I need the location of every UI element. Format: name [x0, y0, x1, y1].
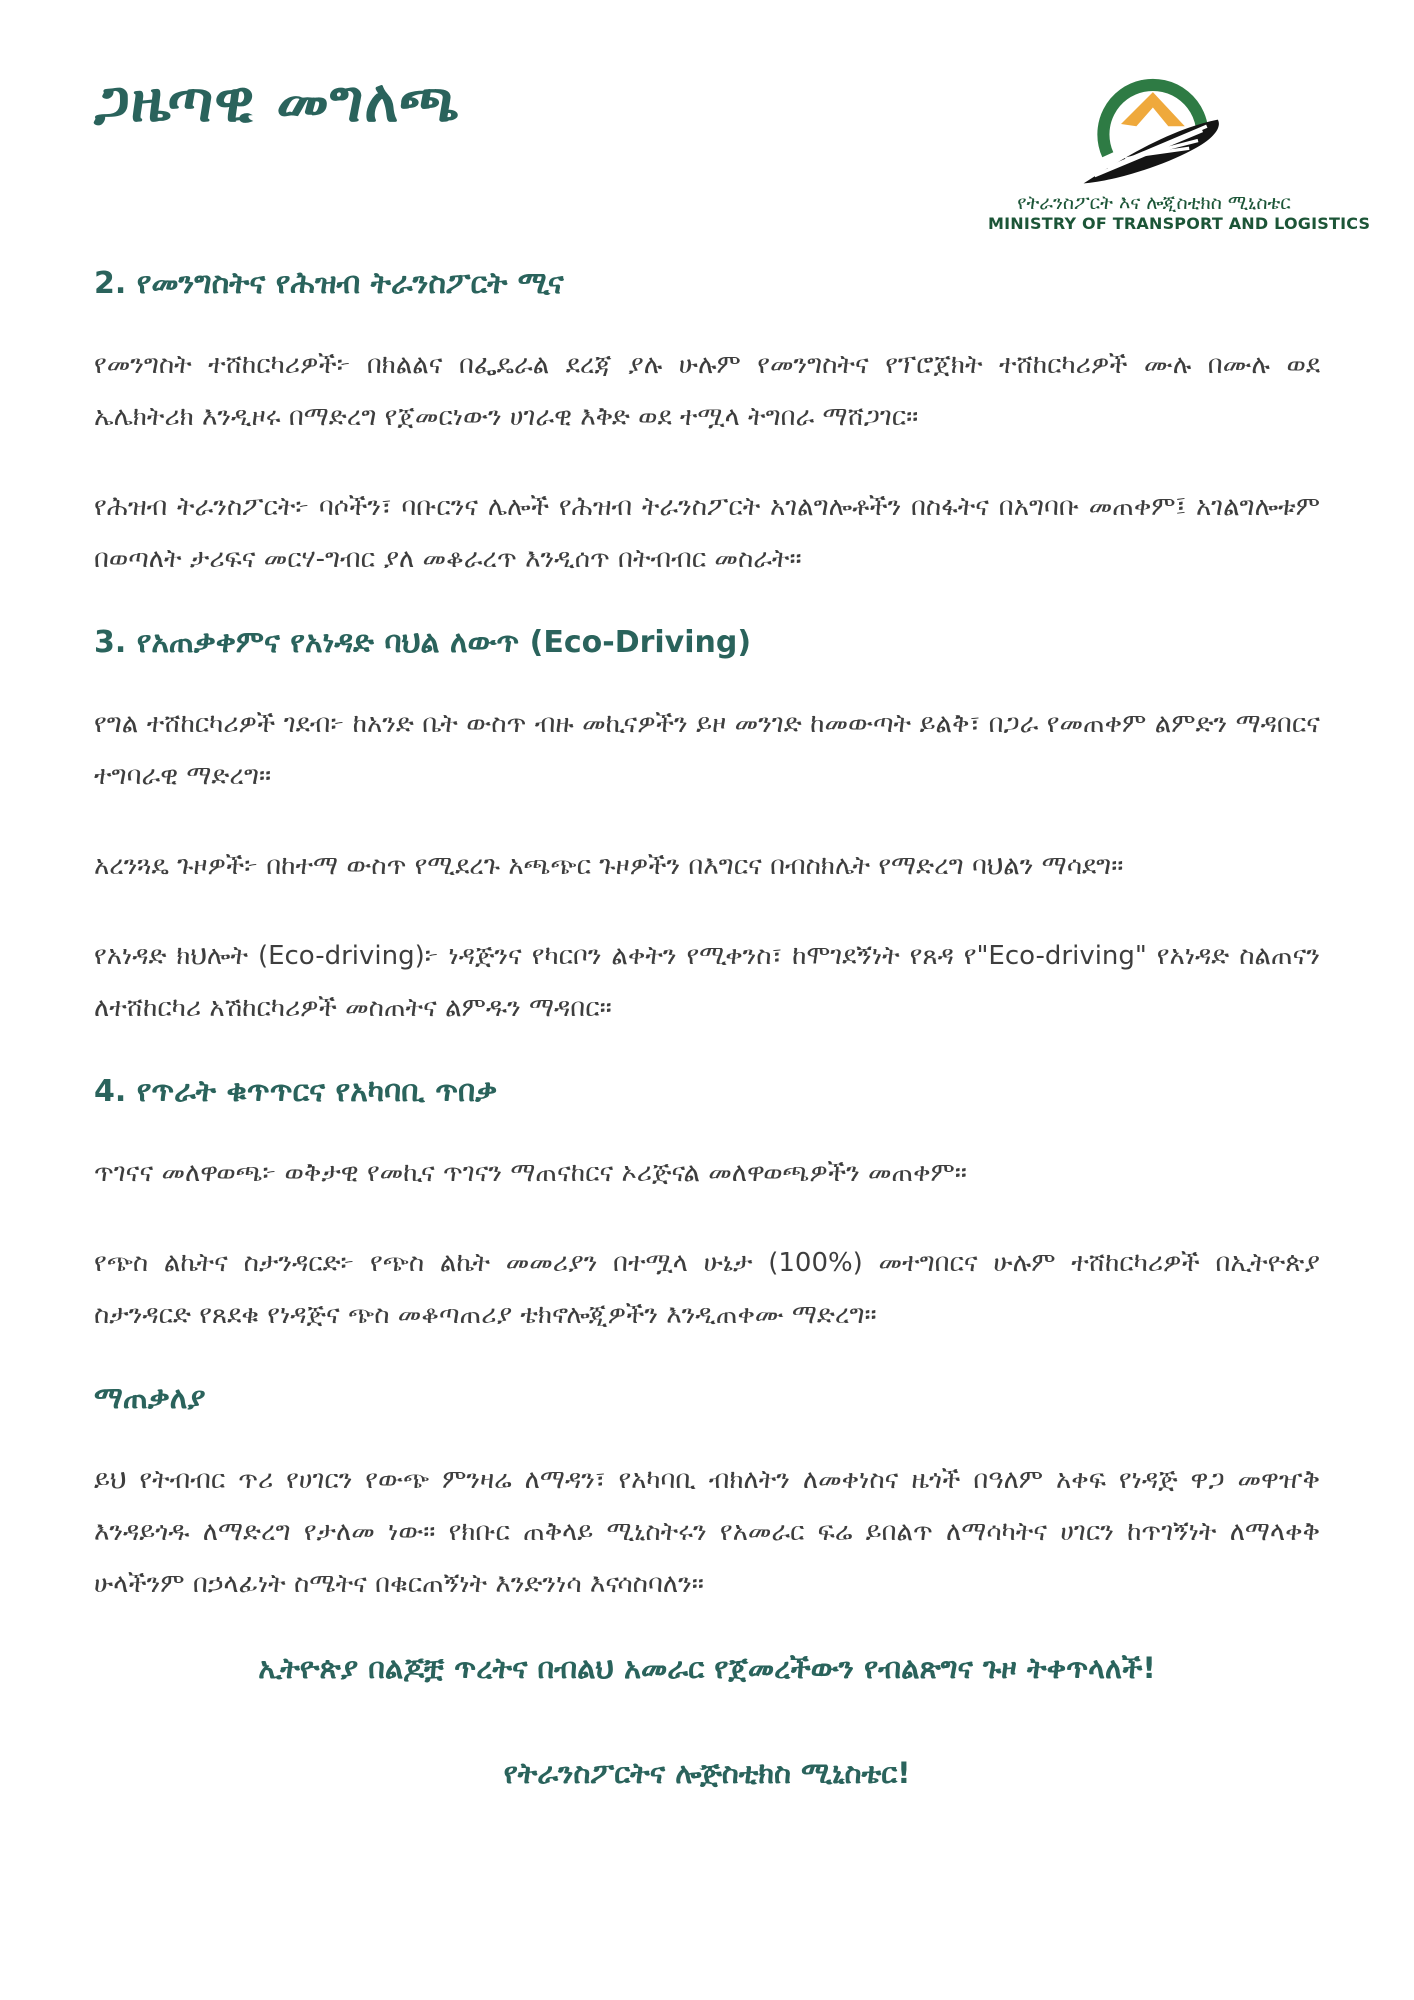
- document-header: [94, 56, 1371, 234]
- paragraph-green-trips: አረንጓዴ ጉዞዎች፦ በከተማ ውስጥ የሚደረጉ አጫጭር ጉዞዎችን በእግርና በብስክሌት የማድረግ ባህልን ማሳደግ።: [94, 851, 1124, 881]
- section-heading: 2. የመንግስትና የሕዝብ ትራንስፖርት ሚና: [94, 266, 564, 301]
- paragraph-public-transport: የሕዝብ ትራንስፖርት፦ ባሶችን፣ ባቡርንና ሌሎች የሕዝብ ትራንስፖርት አገልግሎቶችን በስፋትና በአግባቡ መጠቀም፤ አገልግሎቱም በወጣለት ታሪፍና መርሃ-ግብር ያለ መቆራረጥ እንዲሰጥ በትብብር መስራት።: [94, 492, 1320, 574]
- ministry-logo: [988, 58, 1371, 233]
- document-footer: [94, 1648, 1320, 1793]
- logo-org-name-english: MINISTRY OF TRANSPORT AND LOGISTICS: [988, 214, 1371, 233]
- page-title: ጋዜጣዊ መግለጫ: [94, 67, 461, 135]
- closing-signature: የትራንስፖርትና ሎጅስቲክስ ሚኒስቴር!: [503, 1755, 911, 1790]
- document-body: [94, 264, 1320, 1610]
- section-heading: ማጠቃለያ: [94, 1381, 206, 1416]
- section-heading: 3. የአጠቃቀምና የአነዳድ ባህል ለውጥ (Eco-Driving): [94, 625, 752, 660]
- paragraph-driving-skills: የአነዳድ ክህሎት (Eco-driving)፦ ነዳጅንና የካርቦን ልቀትን የሚቀንስ፣ ከሞገደኝነት የጸዳ የ"Eco-driving" የአነዳድ ስልጠናን ለተሸከርካሪ አሽከርካሪዎች መስጠትና ልምዱን ማዳበር።: [94, 941, 1320, 1023]
- paragraph-conclusion: ይህ የትብብር ጥሪ የሀገርን የውጭ ምንዛሬ ለማዳን፣ የአካባቢ ብክለትን ለመቀነስና ዜጎች በዓለም አቀፍ የነዳጅ ዋጋ መዋዠቅ እንዳይጎዱ ለማድረግ የታለመ ነው። የክቡር ጠቅላይ ሚኒስትሩን የአመራር ፍሬ ይበልጥ ለማሳካትና ሀገርን ከጥገኝነት ለማላቀቅ ሁላችንም በኃላፊነት ስሜትና በቁርጠኝነት እንድንነሳ እናሳስባለን።: [94, 1465, 1320, 1599]
- section-conclusion: [94, 1379, 1320, 1610]
- closing-slogan: ኢትዮጵያ በልጆቿ ጥረትና በብልህ አመራር የጀመረችውን የብልጽግና ጉዞ ትቀጥላለች!: [258, 1651, 1156, 1685]
- logo-org-name-amharic: የትራንስፖርት እና ሎጂስቲክስ ሚኒስቴር: [1017, 192, 1291, 214]
- paragraph-government-vehicles: የመንግስት ተሸከርካሪዎች፦ በክልልና በፌዴራል ደረጃ ያሉ ሁሉም የመንግስትና የፕሮጀክት ተሸከርካሪዎች ሙሉ በሙሉ ወደ ኤሌክትሪክ እንዲዞሩ በማድረግ የጀመርነውን ሀገራዊ እቅድ ወደ ተሟላ ትግበራ ማሸጋገር።: [94, 350, 1320, 432]
- section-heading: 4. የጥራት ቁጥጥርና የአካባቢ ጥበቃ: [94, 1074, 498, 1109]
- section-quality-environment: [94, 1072, 1320, 1341]
- paragraph-maintenance-spareparts: ጥገናና መለዋወጫ፦ ወቅታዊ የመኪና ጥገናን ማጠናከርና ኦሪጅናል መለዋወጫዎችን መጠቀም።: [94, 1158, 967, 1188]
- paragraph-private-vehicle-limit: የግል ተሸከርካሪዎች ገደብ፦ ከአንድ ቤት ውስጥ ብዙ መኪናዎችን ይዞ መንገድ ከመውጣት ይልቅ፣ በጋራ የመጠቀም ልምድን ማዳበርና ተግባራዊ ማድረግ።: [94, 709, 1320, 791]
- ministry-logo-icon: [1079, 58, 1229, 190]
- paragraph-emission-standard: የጭስ ልኬትና ስታንዳርድ፦ የጭስ ልኬት መመሪያን በተሟላ ሁኔታ (100%) መተግበርና ሁሉም ተሸከርካሪዎች በኢትዮጵያ ስታንዳርድ የጸደቁ የነዳጅና ጭስ መቆጣጠሪያ ቴክኖሎጂዎችን እንዲጠቀሙ ማድረግ።: [94, 1248, 1320, 1330]
- section-eco-driving: [94, 623, 1320, 1034]
- section-government-public-transport: [94, 264, 1320, 585]
